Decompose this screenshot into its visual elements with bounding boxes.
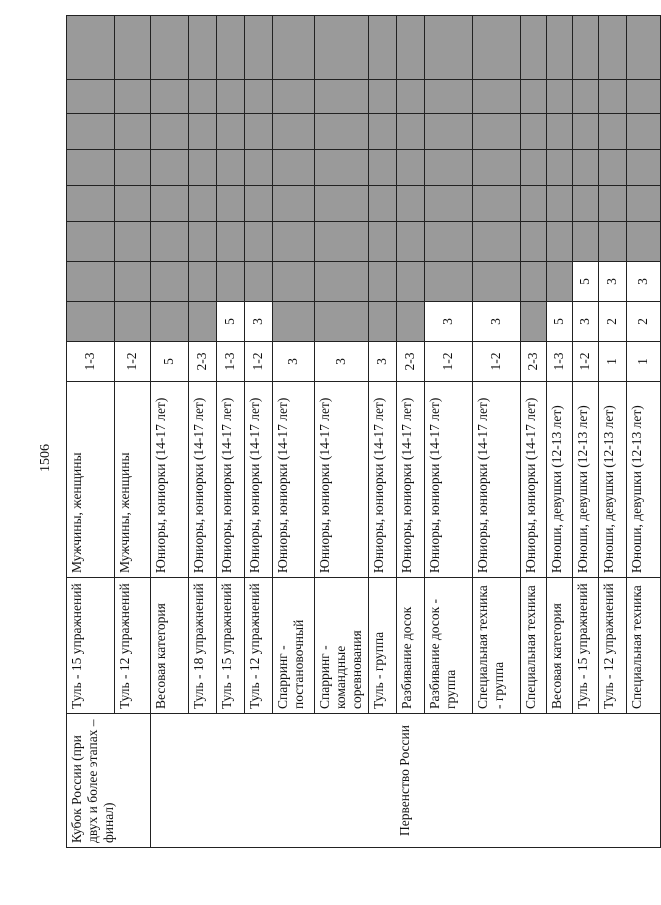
place-cell: [546, 262, 572, 302]
place-cell: [273, 114, 315, 150]
place-cell: [396, 114, 424, 150]
place-cell: 1-2: [572, 342, 598, 382]
age-group-cell: Мужчины, женщины: [115, 382, 151, 578]
shaded-cell: [151, 16, 189, 80]
place-cell: [520, 80, 546, 114]
age-group-cell: Юниоры, юниорки (14-17 лет): [273, 382, 315, 578]
place-cell: [520, 222, 546, 262]
age-group-cell: Юниоры, юниорки (14-17 лет): [217, 382, 245, 578]
discipline-cell: Разбивание досок - группа: [424, 578, 472, 714]
place-cell: [472, 80, 520, 114]
place-cell: [572, 150, 598, 186]
place-cell: 3: [273, 342, 315, 382]
place-cell: [315, 222, 369, 262]
place-cell: 2: [626, 302, 660, 342]
place-cell: [273, 262, 315, 302]
discipline-cell: Весовая категория: [546, 578, 572, 714]
place-cell: [424, 80, 472, 114]
place-cell: 1-2: [245, 342, 273, 382]
page-number: 1506: [38, 444, 53, 472]
place-cell: [217, 80, 245, 114]
place-cell: [472, 186, 520, 222]
age-group-cell: Юноши, девушки (12-13 лет): [546, 382, 572, 578]
place-cell: 1-3: [546, 342, 572, 382]
place-cell: [67, 114, 115, 150]
table-row: [151, 16, 189, 848]
shaded-cell: [368, 16, 396, 80]
place-cell: [151, 262, 189, 302]
place-cell: [424, 262, 472, 302]
competition-cell-championship: Первенство России: [151, 714, 661, 848]
place-cell: 2-3: [189, 342, 217, 382]
age-group-cell: Юниоры, юниорки (14-17 лет): [396, 382, 424, 578]
place-cell: 3: [424, 302, 472, 342]
place-cell: [273, 150, 315, 186]
place-cell: [368, 302, 396, 342]
discipline-cell: Туль - группа: [368, 578, 396, 714]
place-cell: [115, 186, 151, 222]
place-cell: [396, 80, 424, 114]
place-cell: [67, 262, 115, 302]
place-cell: [572, 114, 598, 150]
place-cell: [546, 150, 572, 186]
place-cell: [472, 150, 520, 186]
shaded-cell: [572, 16, 598, 80]
place-cell: [115, 80, 151, 114]
discipline-cell: Туль - 18 упражнений: [189, 578, 217, 714]
place-cell: 1: [598, 342, 626, 382]
place-cell: [368, 114, 396, 150]
place-cell: [520, 150, 546, 186]
shaded-cell: [217, 16, 245, 80]
age-group-cell: Юноши, девушки (12-13 лет): [626, 382, 660, 578]
discipline-cell: Весовая категория: [151, 578, 189, 714]
place-cell: [396, 186, 424, 222]
place-cell: [315, 150, 369, 186]
place-cell: [424, 186, 472, 222]
place-cell: [546, 80, 572, 114]
discipline-cell: Спарринг - постановочный: [273, 578, 315, 714]
age-group-cell: Юниоры, юниорки (14-17 лет): [151, 382, 189, 578]
shaded-cell: [598, 16, 626, 80]
age-group-cell: Юниоры, юниорки (14-17 лет): [245, 382, 273, 578]
place-cell: [217, 114, 245, 150]
place-cell: [626, 186, 660, 222]
place-cell: 2: [598, 302, 626, 342]
place-cell: [245, 80, 273, 114]
place-cell: [315, 302, 369, 342]
place-cell: [217, 262, 245, 302]
place-cell: [546, 186, 572, 222]
place-cell: [189, 222, 217, 262]
discipline-cell: Туль - 15 упражнений: [217, 578, 245, 714]
place-cell: 3: [626, 262, 660, 302]
place-cell: [115, 222, 151, 262]
place-cell: [598, 80, 626, 114]
place-cell: [273, 186, 315, 222]
discipline-cell: Туль - 12 упражнений: [245, 578, 273, 714]
place-cell: [217, 150, 245, 186]
discipline-cell: Спарринг - командные соревнования: [315, 578, 369, 714]
place-cell: [189, 80, 217, 114]
place-cell: [315, 114, 369, 150]
place-cell: [189, 302, 217, 342]
place-cell: [245, 222, 273, 262]
place-cell: [598, 114, 626, 150]
discipline-cell: Туль - 12 упражнений: [598, 578, 626, 714]
competition-cell-cup: Кубок России (при двух и более этапах – финал): [67, 714, 151, 848]
place-cell: [368, 186, 396, 222]
shaded-cell: [115, 16, 151, 80]
place-cell: [626, 114, 660, 150]
shaded-cell: [245, 16, 273, 80]
place-cell: [67, 302, 115, 342]
place-cell: [396, 302, 424, 342]
place-cell: [424, 150, 472, 186]
place-cell: [626, 80, 660, 114]
place-cell: [546, 114, 572, 150]
place-cell: [598, 186, 626, 222]
place-cell: [151, 222, 189, 262]
place-cell: [626, 150, 660, 186]
shaded-cell: [189, 16, 217, 80]
place-cell: 1-2: [424, 342, 472, 382]
place-cell: [115, 262, 151, 302]
place-cell: 3: [315, 342, 369, 382]
place-cell: [572, 222, 598, 262]
place-cell: 5: [546, 302, 572, 342]
age-group-cell: Мужчины, женщины: [67, 382, 115, 578]
place-cell: [472, 262, 520, 302]
place-cell: [368, 80, 396, 114]
age-group-cell: Юноши, девушки (12-13 лет): [572, 382, 598, 578]
place-cell: 1-2: [115, 342, 151, 382]
competition-table: [66, 15, 661, 848]
place-cell: [217, 186, 245, 222]
place-cell: [424, 114, 472, 150]
place-cell: [598, 150, 626, 186]
place-cell: 3: [368, 342, 396, 382]
place-cell: 5: [151, 342, 189, 382]
place-cell: [572, 80, 598, 114]
place-cell: [115, 114, 151, 150]
place-cell: 1: [626, 342, 660, 382]
place-cell: [67, 80, 115, 114]
place-cell: [115, 302, 151, 342]
place-cell: 2-3: [520, 342, 546, 382]
discipline-cell: Туль - 15 упражнений: [67, 578, 115, 714]
discipline-cell: Туль - 12 упражнений: [115, 578, 151, 714]
place-cell: 3: [472, 302, 520, 342]
place-cell: [245, 262, 273, 302]
place-cell: [189, 186, 217, 222]
place-cell: [115, 150, 151, 186]
place-cell: [217, 222, 245, 262]
age-group-cell: Юниоры, юниорки (14-17 лет): [520, 382, 546, 578]
place-cell: [151, 114, 189, 150]
place-cell: [189, 150, 217, 186]
discipline-cell: Туль - 15 упражнений: [572, 578, 598, 714]
age-group-cell: Юноши, девушки (12-13 лет): [598, 382, 626, 578]
place-cell: [245, 186, 273, 222]
shaded-cell: [315, 16, 369, 80]
shaded-cell: [273, 16, 315, 80]
discipline-cell: Специальная техника - группа: [472, 578, 520, 714]
place-cell: [520, 186, 546, 222]
place-cell: [315, 186, 369, 222]
place-cell: 3: [598, 262, 626, 302]
place-cell: [598, 222, 626, 262]
place-cell: [472, 222, 520, 262]
discipline-cell: Специальная техника: [520, 578, 546, 714]
place-cell: [189, 114, 217, 150]
place-cell: 3: [245, 302, 273, 342]
place-cell: [245, 114, 273, 150]
age-group-cell: Юниоры, юниорки (14-17 лет): [368, 382, 396, 578]
shaded-cell: [472, 16, 520, 80]
table-row: [67, 16, 115, 848]
place-cell: [396, 150, 424, 186]
place-cell: [368, 150, 396, 186]
place-cell: [396, 262, 424, 302]
place-cell: [245, 150, 273, 186]
age-group-cell: Юниоры, юниорки (14-17 лет): [315, 382, 369, 578]
place-cell: [626, 222, 660, 262]
age-group-cell: Юниоры, юниорки (14-17 лет): [424, 382, 472, 578]
place-cell: [546, 222, 572, 262]
age-group-cell: Юниоры, юниорки (14-17 лет): [189, 382, 217, 578]
rotated-table-container: [66, 16, 650, 848]
shaded-cell: [67, 16, 115, 80]
shaded-cell: [546, 16, 572, 80]
shaded-cell: [396, 16, 424, 80]
place-cell: [396, 222, 424, 262]
place-cell: [151, 186, 189, 222]
place-cell: [424, 222, 472, 262]
place-cell: 5: [572, 262, 598, 302]
discipline-cell: Специальная техника: [626, 578, 660, 714]
discipline-cell: Разбивание досок: [396, 578, 424, 714]
place-cell: [151, 302, 189, 342]
shaded-cell: [424, 16, 472, 80]
place-cell: 5: [217, 302, 245, 342]
place-cell: [273, 302, 315, 342]
place-cell: 1-3: [67, 342, 115, 382]
place-cell: [315, 262, 369, 302]
place-cell: [520, 114, 546, 150]
age-group-cell: Юниоры, юниорки (14-17 лет): [472, 382, 520, 578]
place-cell: [520, 302, 546, 342]
place-cell: [315, 80, 369, 114]
place-cell: 1-2: [472, 342, 520, 382]
place-cell: [67, 222, 115, 262]
place-cell: [151, 80, 189, 114]
place-cell: [67, 186, 115, 222]
place-cell: [151, 150, 189, 186]
place-cell: [572, 186, 598, 222]
place-cell: 2-3: [396, 342, 424, 382]
place-cell: [189, 262, 217, 302]
place-cell: [472, 114, 520, 150]
place-cell: [368, 262, 396, 302]
place-cell: 3: [572, 302, 598, 342]
place-cell: [273, 222, 315, 262]
place-cell: [368, 222, 396, 262]
place-cell: [273, 80, 315, 114]
shaded-cell: [626, 16, 660, 80]
shaded-cell: [520, 16, 546, 80]
place-cell: 1-3: [217, 342, 245, 382]
place-cell: [67, 150, 115, 186]
place-cell: [520, 262, 546, 302]
